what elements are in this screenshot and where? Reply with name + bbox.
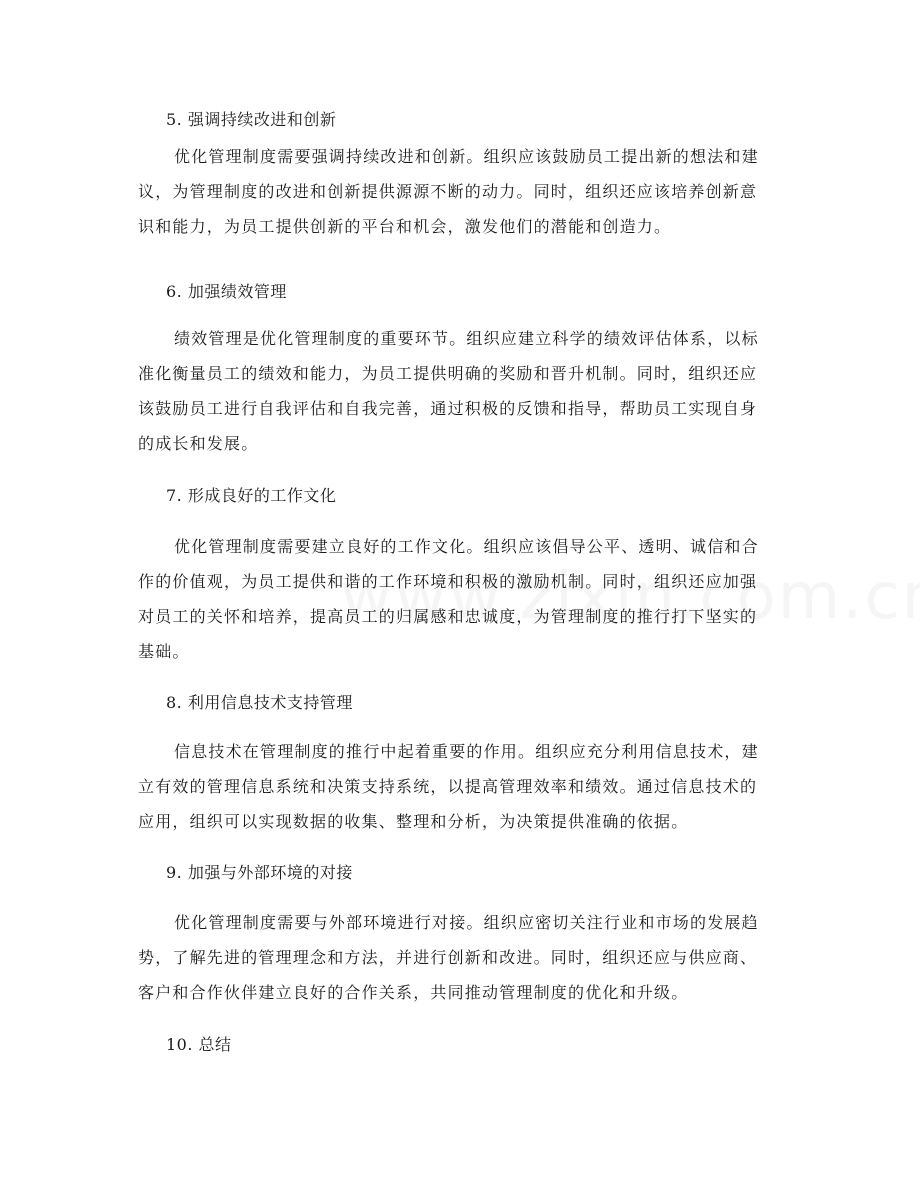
section-paragraph-9 xyxy=(138,905,780,1010)
paragraph-line: 准化衡量员工的绩效和能力，为员工提供明确的奖励和晋升机制。同时，组织还应 xyxy=(138,364,758,383)
paragraph-line: 基础。 xyxy=(138,642,190,661)
section-paragraph-5 xyxy=(138,139,780,244)
section-heading-9: 9. 加强与外部环境的对接 xyxy=(166,863,353,882)
section-heading-6: 6. 加强绩效管理 xyxy=(166,282,287,301)
paragraph-line: 对员工的关怀和培养，提高员工的归属感和忠诚度，为管理制度的推行打下坚实的 xyxy=(138,607,758,626)
paragraph-line: 绩效管理是优化管理制度的重要环节。组织应建立科学的绩效评估体系，以标 xyxy=(174,329,759,348)
section-heading-7: 7. 形成良好的工作文化 xyxy=(166,486,337,505)
section-heading-5: 5. 强调持续改进和创新 xyxy=(166,110,337,129)
paragraph-line: 信息技术在管理制度的推行中起着重要的作用。组织应充分利用信息技术，建 xyxy=(174,742,759,761)
paragraph-line: 应用，组织可以实现数据的收集、整理和分析，为决策提供准确的依据。 xyxy=(138,812,689,831)
section-paragraph-6 xyxy=(138,321,780,461)
paragraph-line: 议，为管理制度的改进和创新提供源源不断的动力。同时，组织还应该培养创新意 xyxy=(138,182,758,201)
paragraph-line: 客户和合作伙伴建立良好的合作关系，共同推动管理制度的优化和升级。 xyxy=(138,983,689,1002)
paragraph-line: 的成长和发展。 xyxy=(138,434,259,453)
paragraph-line: 优化管理制度需要与外部环境进行对接。组织应密切关注行业和市场的发展趋 xyxy=(174,913,759,932)
section-heading-10: 10. 总结 xyxy=(166,1035,232,1054)
paragraph-line: 势，了解先进的管理理念和方法，并进行创新和改进。同时，组织还应与供应商、 xyxy=(138,948,758,967)
section-heading-8: 8. 利用信息技术支持管理 xyxy=(166,693,353,712)
paragraph-line: 识和能力，为员工提供创新的平台和机会，激发他们的潜能和创造力。 xyxy=(138,217,672,236)
section-paragraph-7 xyxy=(138,529,780,669)
paragraph-line: 立有效的管理信息系统和决策支持系统，以提高管理效率和绩效。通过信息技术的 xyxy=(138,777,758,796)
section-paragraph-8 xyxy=(138,734,780,839)
paragraph-line: 优化管理制度需要强调持续改进和创新。组织应该鼓励员工提出新的想法和建 xyxy=(174,147,759,166)
paragraph-line: 作的价值观，为员工提供和谐的工作环境和积极的激励机制。同时，组织还应加强 xyxy=(138,572,758,591)
paragraph-line: 该鼓励员工进行自我评估和自我完善，通过积极的反馈和指导，帮助员工实现自身 xyxy=(138,399,758,418)
paragraph-line: 优化管理制度需要建立良好的工作文化。组织应该倡导公平、透明、诚信和合 xyxy=(174,537,759,556)
